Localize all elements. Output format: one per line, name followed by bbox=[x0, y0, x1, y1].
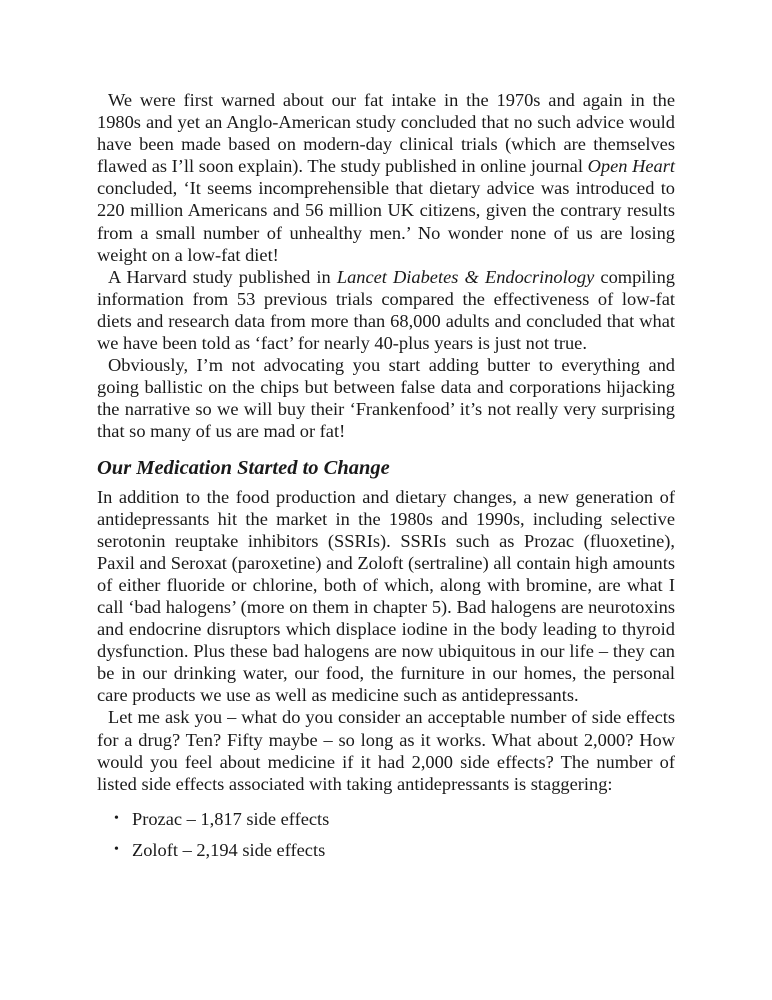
side-effects-list bbox=[97, 808, 675, 861]
list-item-text: Prozac – 1,817 side effects bbox=[132, 808, 330, 829]
paragraph-harvard-study bbox=[97, 266, 675, 354]
journal-title: Open Heart bbox=[587, 156, 676, 177]
list-item bbox=[97, 839, 675, 861]
section-heading: Our Medication Started to Change bbox=[97, 456, 390, 479]
list-item-text: Zoloft – 2,194 side effects bbox=[132, 839, 326, 860]
bullet-icon: • bbox=[114, 841, 119, 857]
paragraph-text: A Harvard study published in bbox=[108, 266, 337, 287]
list-item bbox=[97, 808, 675, 830]
page-content bbox=[97, 89, 675, 870]
journal-title: Lancet Diabetes & Endocrinology bbox=[336, 266, 595, 287]
paragraph-side-effects: Let me ask you – what do you consider an acceptable number of side effects for a drug? Ten? Fifty maybe – so long as it works. What about 2,000? How would you feel about medicine if it had 2,000 side effects? The number of listed side effects associated with taking antidepressants is staggering: bbox=[97, 707, 675, 794]
paragraph-text: compiling information from 53 previous trials compared the effectiveness of low-fat diets and research data from more than 68,000 adults and concluded that what we have been told as ‘fact’ for nearly 40-plus years is just not true. bbox=[97, 266, 675, 354]
bullet-icon: • bbox=[114, 810, 119, 826]
paragraph-antidepressants: In addition to the food production and dietary changes, a new generation of antidepressants hit the market in the 1980s and 1990s, including selective serotonin reuptake inhibitors (SSRIs). SSRIs such as Prozac (fluoxetine), Paxil and Seroxat (paroxetine) and Zoloft (sertraline) all contain high amounts of either fluoride or chlorine, both of which, along with bromine, are what I call ‘bad halogens’ (more on them in chapter 5). Bad halogens are neurotoxins and endocrine disruptors which displace iodine in the body leading to thyroid dysfunction. Plus these bad halogens are now ubiquitous in our life – they can be in our drinking water, our food, the furniture in our homes, the personal care products we use as well as medicine such as antidepressants. bbox=[97, 486, 675, 706]
paragraph-text: We were first warned about our fat intake in the 1970s and again in the 1980s and yet an Anglo-American study concluded that no such advice would have been made based on modern-day clinical trials (which are themselves flawed as I’ll soon explain). The study published in online journal bbox=[97, 90, 675, 177]
paragraph-text: concluded, ‘It seems incomprehensible that dietary advice was introduced to 220 million Americans and 56 million UK citizens, given the contrary results from a small number of unhealthy men.’ No wonder none of us are losing weight on a low-fat diet! bbox=[97, 178, 675, 265]
paragraph-fat-intake bbox=[97, 89, 675, 266]
paragraph-butter: Obviously, I’m not advocating you start adding butter to everything and going ballistic on the chips but between false data and corporations hijacking the narrative so we will buy their ‘Frankenfood’ it’s not really very surprising that so many of us are mad or fat! bbox=[97, 355, 675, 442]
